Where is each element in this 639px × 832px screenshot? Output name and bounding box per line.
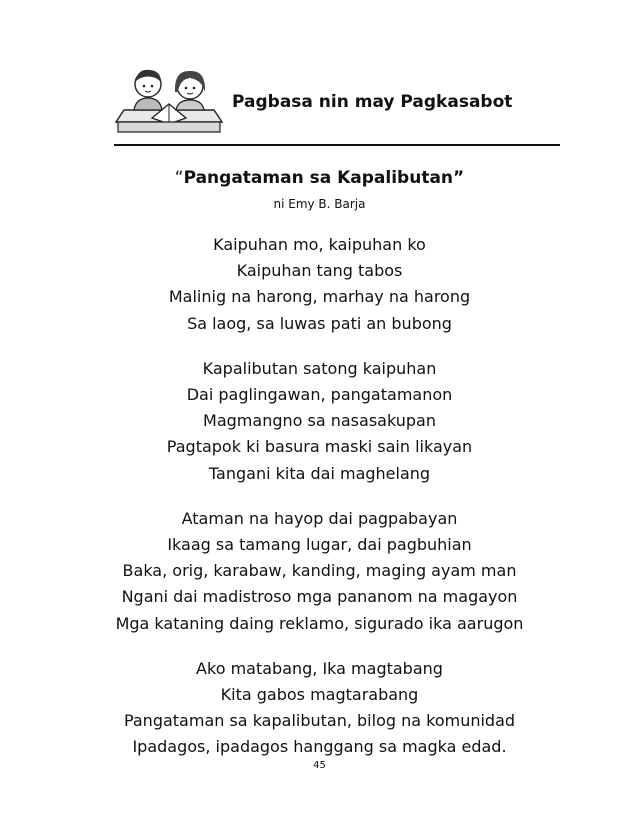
poem-line: Dai paglingawan, pangatamanon <box>186 385 453 405</box>
stanza-1 <box>0 232 639 337</box>
poem-body <box>0 232 639 780</box>
poem-line: Ataman na hayop dai pagpabayan <box>181 508 458 528</box>
poem-line: Kita gabos magtarabang <box>220 685 419 705</box>
poem-title-text: Pangataman sa Kapalibutan <box>183 168 454 188</box>
stanza-2 <box>0 356 639 487</box>
page-number: 45 <box>313 760 326 771</box>
poem-line: Mga kataning daing reklamo, sigurado ika aarugon <box>115 613 524 633</box>
header-divider <box>114 144 560 146</box>
poem-line: Kaipuhan mo, kaipuhan ko <box>213 235 426 254</box>
poem-line: Magmangno sa nasasakupan <box>203 411 436 431</box>
stanza-3 <box>0 506 639 637</box>
poem-line: Baka, orig, karabaw, kanding, maging ayam man <box>122 561 517 581</box>
poem-line: Ngani dai madistroso mga pananom na magayon <box>121 587 518 607</box>
poem-line: Ikaag sa tamang lugar, dai pagbuhian <box>167 535 472 555</box>
children-reading-book-icon <box>114 62 224 142</box>
poem-line: Pangataman sa kapalibutan, bilog na komunidad <box>123 711 516 731</box>
poem-line: Ipadagos, ipadagos hanggang sa magka edad. <box>132 737 507 757</box>
close-quote: ” <box>453 168 465 188</box>
poem-line: Kapalibutan satong kaipuhan <box>202 358 437 378</box>
poem-line: Malinig na harong, marhay na harong <box>168 287 471 307</box>
poem-line: Pagtapok ki basura maski sain likayan <box>166 437 473 457</box>
lesson-header <box>114 62 560 146</box>
poem-line: Ako matabang, Ika magtabang <box>196 658 443 678</box>
stanza-4 <box>0 656 639 761</box>
poem-line: Kaipuhan tang tabos <box>236 261 403 281</box>
section-title: Pagbasa nin may Pagkasabot <box>232 92 513 112</box>
poem-line: Tangani kita dai maghelang <box>208 463 431 483</box>
poem-line: Sa laog, sa luwas pati an bubong <box>187 313 452 333</box>
poem-author: ni Emy B. Barja <box>273 197 366 211</box>
open-quote: “ <box>174 168 184 188</box>
poem-title <box>0 168 639 188</box>
